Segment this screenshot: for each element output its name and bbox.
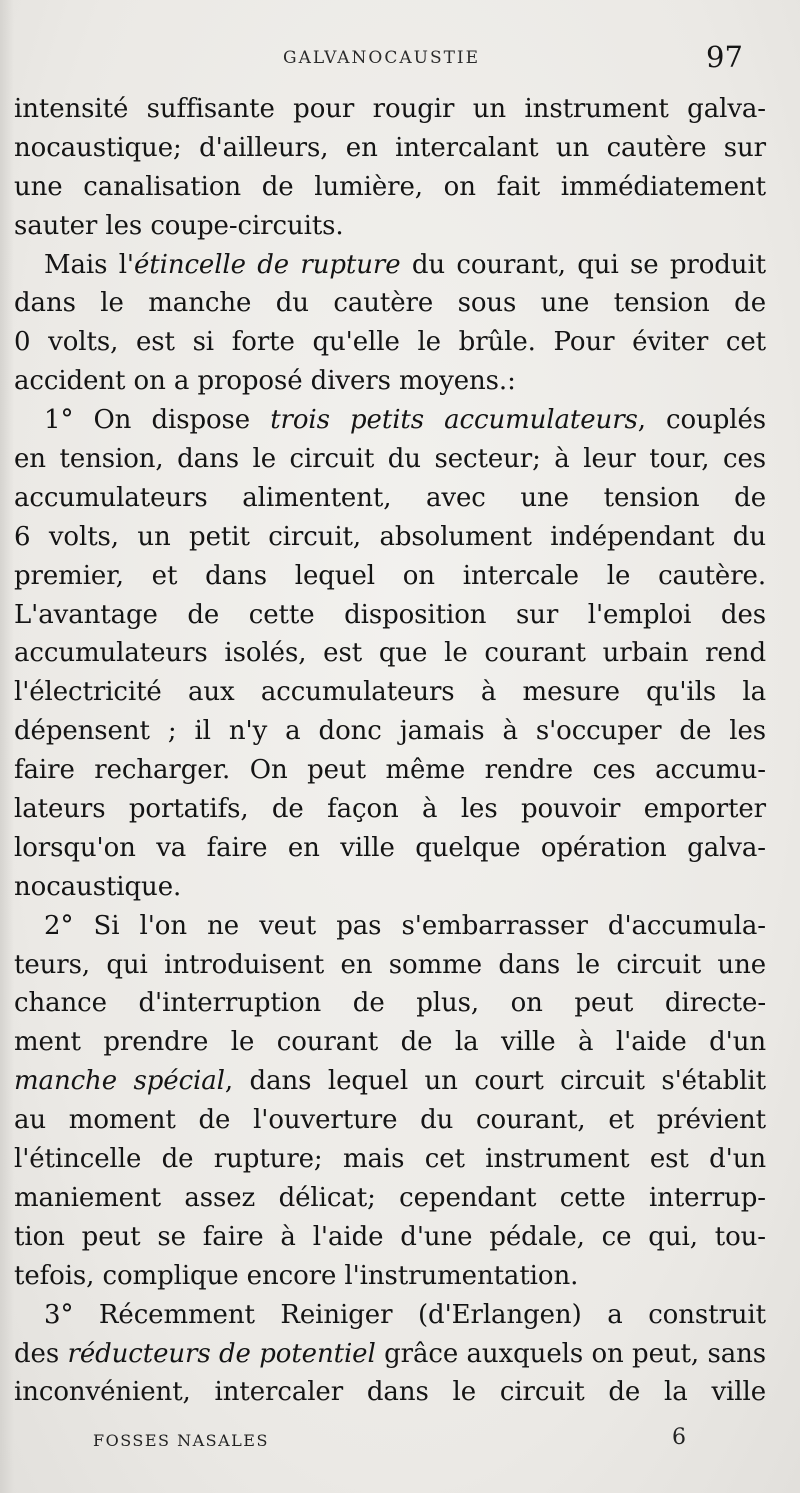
text-line: en tension, dans le circuit du secteur; à leur tour, ces — [14, 444, 766, 475]
text-line: dépensent ; il n'y a donc jamais à s'occuper de les — [14, 716, 766, 747]
text-line: L'avantage de cette disposition sur l'emploi des — [14, 599, 766, 630]
text-line: faire recharger. On peut même rendre ces accumu- — [14, 755, 766, 786]
text-line: 0 volts, est si forte qu'elle le brûle. Pour éviter cet — [14, 327, 766, 358]
paragraph-end-line: accident on a proposé divers moyens.: — [14, 366, 516, 397]
text-line: accumulateurs isolés, est que le courant urbain rend — [14, 638, 766, 669]
page-number: 97 — [706, 40, 743, 74]
paragraph-end-line: nocaustique. — [14, 871, 182, 902]
text-line: ment prendre le courant de la ville à l'aide d'un — [14, 1027, 766, 1058]
paragraph-end-line: tefois, complique encore l'instrumentation. — [14, 1260, 579, 1291]
text-line: accumulateurs alimentent, avec une tension de — [14, 482, 766, 513]
text-line: une canalisation de lumière, on fait immédiatement — [14, 171, 766, 202]
text-line: inconvénient, intercaler dans le circuit de la ville — [14, 1377, 766, 1408]
text-line: manche spécial, dans lequel un court circuit s'établit — [14, 1066, 766, 1097]
text-line: intensité suffisante pour rougir un instrument galva- — [14, 94, 766, 124]
text-line: nocaustique; d'ailleurs, en intercalant un cautère sur — [14, 132, 766, 163]
paragraph-start-line: Mais l'étincelle de rupture du courant, qui se produit — [44, 249, 767, 280]
page-footer — [0, 1425, 800, 1455]
italic-term: étincelle de rupture — [133, 249, 401, 280]
paragraph-end-line: sauter les coupe-circuits. — [14, 210, 344, 241]
text-line: lorsqu'on va faire en ville quelque opération galva- — [14, 832, 766, 863]
text-line: lateurs portatifs, de façon à les pouvoir emporter — [14, 794, 766, 825]
text-line: dans le manche du cautère sous une tension de — [14, 288, 766, 319]
italic-term: trois petits accumulateurs — [270, 405, 638, 436]
text-line: 6 volts, un petit circuit, absolument indépendant du — [14, 521, 766, 552]
signature-number: 6 — [672, 1425, 686, 1450]
italic-term: manche spécial — [14, 1066, 225, 1097]
text-line: des réducteurs de potentiel grâce auxquels on peut, sans — [14, 1338, 766, 1369]
paragraph-start-line: 3° Récemment Reiniger (d'Erlangen) a construit — [44, 1299, 766, 1330]
text-line: chance d'interruption de plus, on peut directe- — [14, 988, 766, 1019]
body-text — [14, 90, 766, 1412]
paragraph-start-line: 1° On dispose trois petits accumulateurs, couplés — [44, 405, 767, 436]
text-line: l'étincelle de rupture; mais cet instrument est d'un — [14, 1144, 766, 1175]
text-line: l'électricité aux accumulateurs à mesure qu'ils la — [14, 677, 766, 708]
paragraph-start-line: 2° Si l'on ne veut pas s'embarrasser d'accumula- — [44, 910, 766, 941]
text-line: teurs, qui introduisent en somme dans le circuit une — [14, 949, 766, 980]
page-header — [0, 40, 800, 80]
text-line: au moment de l'ouverture du courant, et prévient — [14, 1105, 766, 1136]
text-line: maniement assez délicat; cependant cette interrup- — [14, 1182, 766, 1213]
text-line: tion peut se faire à l'aide d'une pédale, ce qui, tou- — [14, 1221, 766, 1252]
text-line: premier, et dans lequel on intercale le cautère. — [14, 560, 766, 591]
running-title: GALVANOCAUSTIE — [283, 48, 481, 68]
signature-title: FOSSES NASALES — [93, 1431, 269, 1450]
italic-term: réducteurs de potentiel — [67, 1338, 376, 1369]
